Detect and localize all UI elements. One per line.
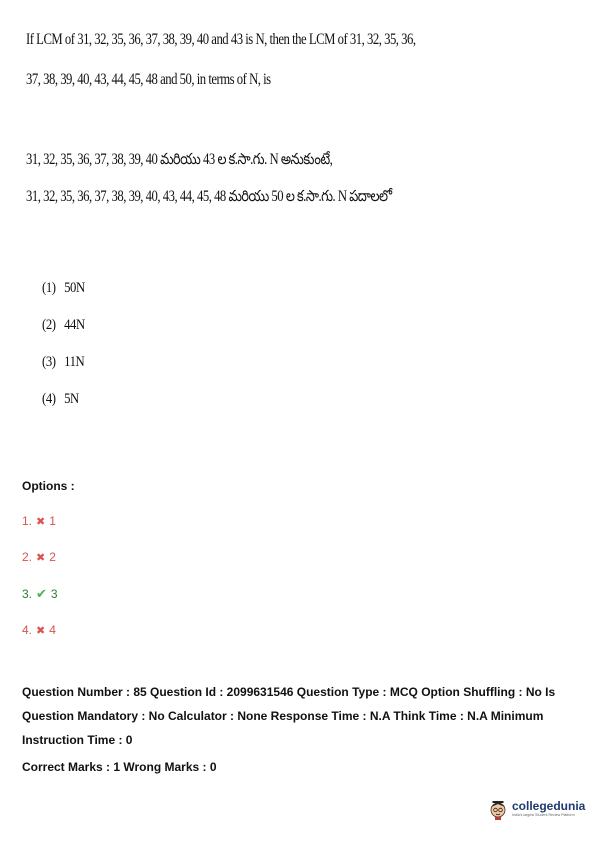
collegedunia-logo	[488, 798, 585, 820]
option-value: 4	[49, 623, 56, 637]
logo-name: collegedunia	[512, 799, 586, 813]
cross-icon: ✖	[36, 515, 46, 528]
check-icon: ✔	[36, 586, 47, 601]
option-4	[22, 623, 56, 637]
question-metadata	[22, 680, 582, 779]
mascot-icon	[488, 798, 508, 820]
option-number: 2.	[22, 550, 33, 564]
option-number: 1.	[22, 514, 33, 528]
options-title: Options :	[22, 479, 75, 493]
choice-number: (2)	[42, 317, 56, 333]
cross-icon: ✖	[36, 551, 46, 564]
choice-2	[42, 315, 85, 352]
option-value: 3	[50, 587, 58, 601]
choice-3	[42, 352, 85, 389]
cross-icon: ✖	[36, 624, 46, 637]
option-value: 2	[49, 550, 56, 564]
choice-number: (4)	[42, 391, 56, 407]
choice-text: 5N	[64, 391, 79, 407]
question-telugu-line-2: 31, 32, 35, 36, 37, 38, 39, 40, 43, 44, 45, 48 మరియు 50 ల క.సా.గు. N పదాలలో	[26, 188, 392, 205]
option-2	[22, 550, 56, 564]
choice-1	[42, 278, 85, 315]
option-3	[22, 586, 58, 602]
metadata-line-1: Question Number : 85 Question Id : 2099631546 Question Type : MCQ Option Shuffling : No Is	[22, 685, 556, 699]
metadata-line-4: Correct Marks : 1 Wrong Marks : 0	[22, 760, 217, 774]
choice-number: (3)	[42, 354, 56, 370]
metadata-line-3: Instruction Time : 0	[22, 733, 133, 747]
choice-text: 50N	[64, 280, 85, 296]
option-number: 4.	[22, 623, 33, 637]
question-english-line-2: 37, 38, 39, 40, 43, 44, 45, 48 and 50, in terms of N, is	[26, 71, 271, 88]
answer-choices	[42, 278, 92, 426]
choice-4	[42, 389, 85, 426]
option-value: 1	[49, 514, 56, 528]
option-number: 3.	[22, 587, 33, 601]
logo-tagline: India's largest Student Review Platform	[512, 813, 575, 817]
choice-text: 44N	[64, 317, 85, 333]
option-1	[22, 514, 56, 528]
question-english-line-1: If LCM of 31, 32, 35, 36, 37, 38, 39, 40 and 43 is N, then the LCM of 31, 32, 35, 36,	[26, 31, 416, 48]
choice-number: (1)	[42, 280, 56, 296]
choice-text: 11N	[64, 354, 85, 370]
metadata-line-2: Question Mandatory : No Calculator : None Response Time : N.A Think Time : N.A Minimum	[22, 709, 544, 723]
question-telugu-line-1: 31, 32, 35, 36, 37, 38, 39, 40 మరియు 43 ల క.సా.గు. N అనుకుంటే,	[26, 151, 333, 168]
